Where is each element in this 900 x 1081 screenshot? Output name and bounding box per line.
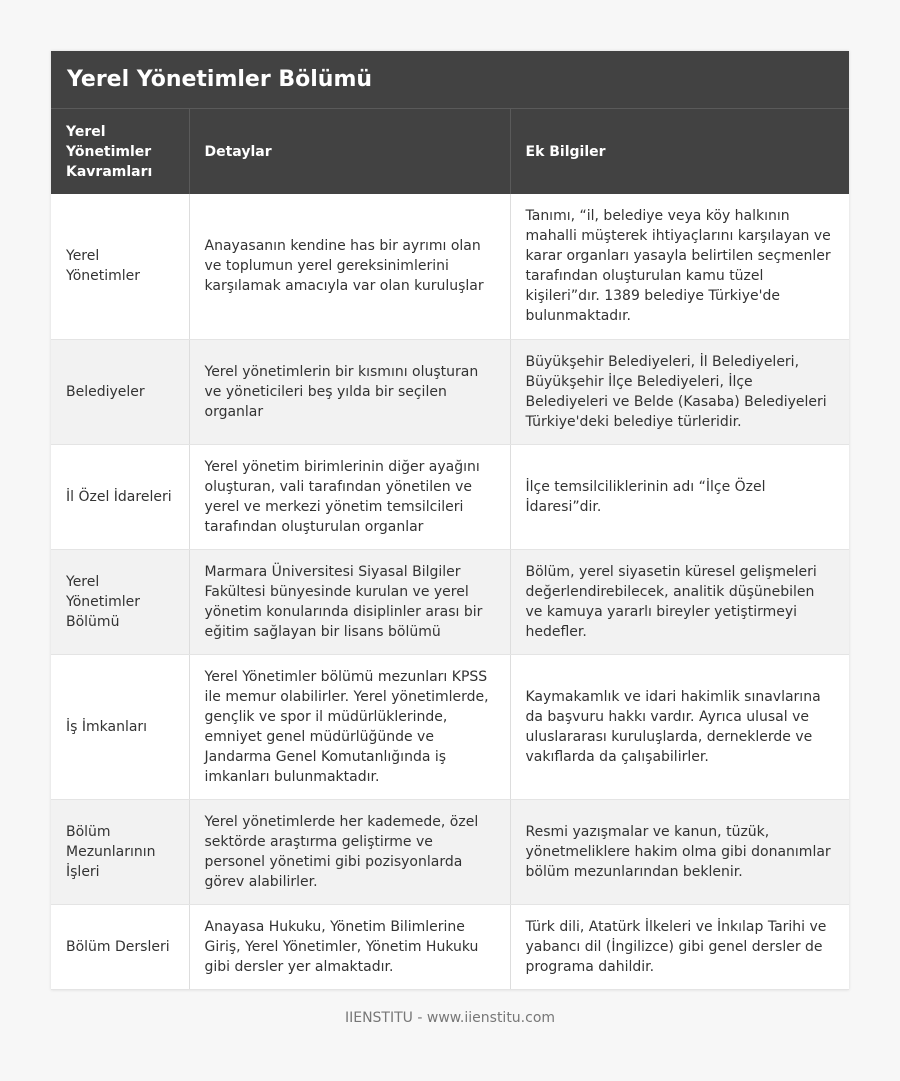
column-header-extra: Ek Bilgiler [510, 109, 849, 194]
cell-extra: Kaymakamlık ve idari hakimlik sınavlarına da başvuru hakkı vardır. Ayrıca ulusal ve uluslararası kuruluşlarda, derneklerde ve vakıflarda da çalışabilirler. [510, 654, 849, 799]
header-row [51, 109, 849, 194]
cell-extra: Türk dili, Atatürk İlkeleri ve İnkılap Tarihi ve yabancı dil (İngilizce) gibi genel dersler de programa dahildir. [510, 904, 849, 989]
table-row [51, 904, 849, 989]
table-row [51, 194, 849, 339]
table-row [51, 549, 849, 654]
table-title: Yerel Yönetimler Bölümü [51, 51, 849, 109]
cell-extra: Tanımı, “il, belediye veya köy halkının mahalli müşterek ihtiyaçlarını karşılayan ve karar organları yasayla belirtilen seçmenler tarafından oluşturulan kamu tüzel kişileri”dır. 1389 belediye Türkiye'de bulunmaktadır. [510, 194, 849, 339]
table-card [51, 51, 849, 990]
cell-concept: Bölüm Dersleri [51, 904, 189, 989]
table-row [51, 799, 849, 904]
column-header-details: Detaylar [189, 109, 510, 194]
data-table [51, 109, 849, 990]
table-row [51, 444, 849, 549]
cell-details: Anayasa Hukuku, Yönetim Bilimlerine Giriş, Yerel Yönetimler, Yönetim Hukuku gibi dersler yer almaktadır. [189, 904, 510, 989]
cell-concept: Bölüm Mezunlarının İşleri [51, 799, 189, 904]
cell-concept: Belediyeler [51, 339, 189, 444]
cell-extra: Büyükşehir Belediyeleri, İl Belediyeleri, Büyükşehir İlçe Belediyeleri, İlçe Belediyeleri ve Belde (Kasaba) Belediyeleri Türkiye'deki belediye türleridir. [510, 339, 849, 444]
cell-details: Yerel yönetimlerde her kademede, özel sektörde araştırma geliştirme ve personel yönetimi gibi pozisyonlarda görev alabilirler. [189, 799, 510, 904]
cell-details: Yerel yönetimlerin bir kısmını oluşturan ve yöneticileri beş yılda bir seçilen organlar [189, 339, 510, 444]
cell-details: Yerel yönetim birimlerinin diğer ayağını oluşturan, vali tarafından yönetilen ve yerel ve merkezi yönetim temsilcileri tarafından oluşturulan organlar [189, 444, 510, 549]
cell-extra: Bölüm, yerel siyasetin küresel gelişmeleri değerlendirebilecek, analitik düşünebilen ve kamuya yararlı bireyler yetiştirmeyi hedefler. [510, 549, 849, 654]
cell-concept: İş İmkanları [51, 654, 189, 799]
cell-extra: Resmi yazışmalar ve kanun, tüzük, yönetmeliklere hakim olma gibi donanımlar bölüm mezunlarından beklenir. [510, 799, 849, 904]
table-row [51, 654, 849, 799]
column-header-concepts: Yerel Yönetimler Kavramları [51, 109, 189, 194]
cell-concept: Yerel Yönetimler Bölümü [51, 549, 189, 654]
cell-details: Anayasanın kendine has bir ayrımı olan ve toplumun yerel gereksinimlerini karşılamak amacıyla var olan kuruluşlar [189, 194, 510, 339]
table-row [51, 339, 849, 444]
cell-details: Marmara Üniversitesi Siyasal Bilgiler Fakültesi bünyesinde kurulan ve yerel yönetim konularında disiplinler arası bir eğitim sağlayan bir lisans bölümü [189, 549, 510, 654]
cell-concept: Yerel Yönetimler [51, 194, 189, 339]
cell-concept: İl Özel İdareleri [51, 444, 189, 549]
footer-credit: IIENSTITU - www.iienstitu.com [344, 1010, 556, 1026]
cell-extra: İlçe temsilciliklerinin adı “İlçe Özel İdaresi”dir. [510, 444, 849, 549]
cell-details: Yerel Yönetimler bölümü mezunları KPSS ile memur olabilirler. Yerel yönetimlerde, gençlik ve spor il müdürlüklerinde, emniyet genel müdürlüğünde ve Jandarma Genel Komutanlığında iş imkanları bulunmaktadır. [189, 654, 510, 799]
